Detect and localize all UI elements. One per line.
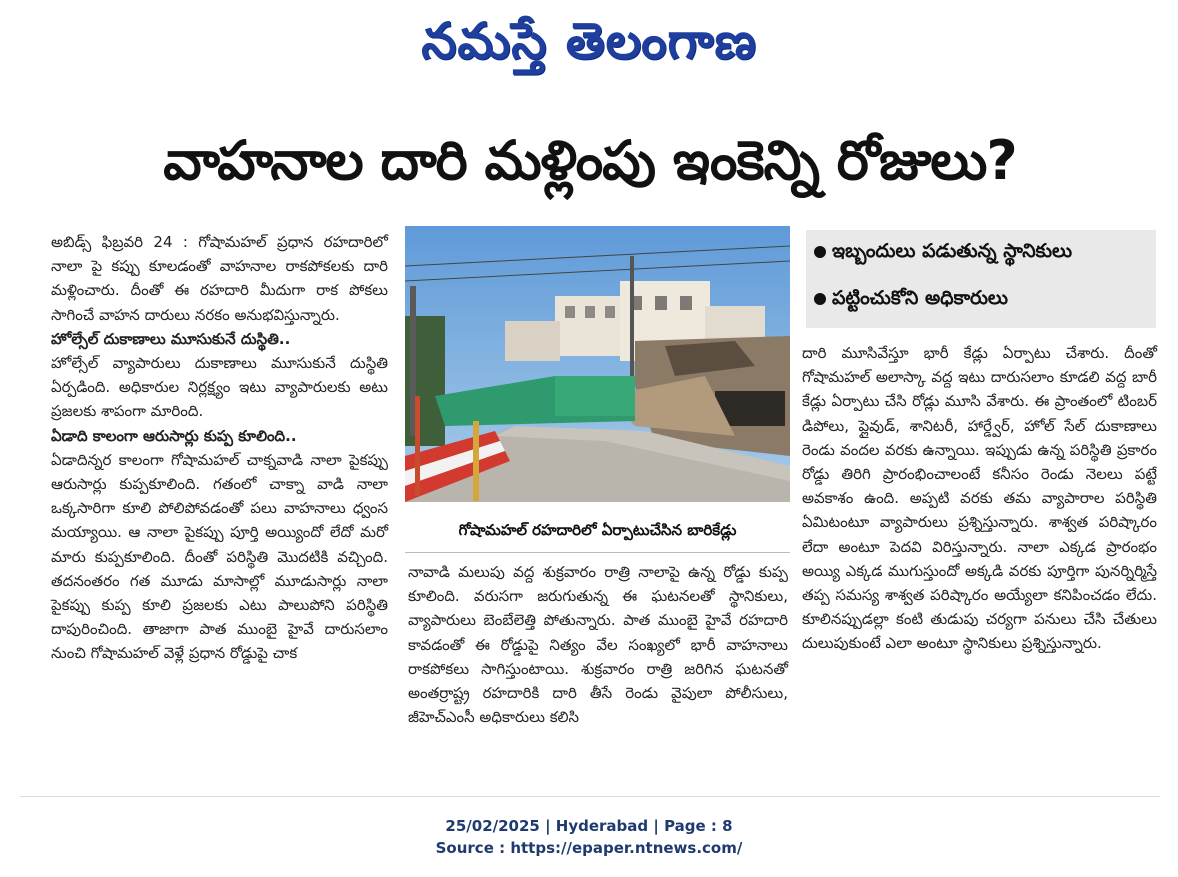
masthead-title: నమస్తే తెలంగాణ (421, 12, 757, 70)
column1-subheading-2: ఏడాది కాలంగా ఆరుసార్లు కుప్ప కూలింది.. (51, 426, 297, 445)
column1-paragraph-2: హోల్సేల్ వ్యాపారులు దుకాణాలు మూసుకునే దుస్థితి ఏర్పడింది. అధికారుల నిర్లక్ష్యం ఇటు వ్యాపారులకు అటు ప్రజలకు శాపంగా మారింది. (51, 354, 388, 421)
article-column-1 (23, 230, 388, 666)
bullet-icon (814, 246, 826, 258)
edition-info: 25/02/2025 | Hyderabad | Page : 8 (445, 817, 733, 835)
article-column-2 (408, 560, 788, 729)
headline-text: వాహనాల దారి మళ్లింపు ఇంకెన్ని రోజులు? (163, 129, 1017, 192)
highlight-item-1 (814, 240, 1072, 267)
article-headline (20, 122, 1160, 200)
bullet-icon (814, 293, 826, 305)
column1-subheading-1: హోల్సేల్ దుకాణాలు మూసుకునే దుస్థితి.. (51, 329, 291, 348)
highlight-text-1: ఇబ్బందులు పడుతున్న స్థానికులు (832, 240, 1073, 262)
article-column-3 (802, 341, 1157, 656)
newspaper-masthead (0, 8, 1178, 74)
column1-paragraph-3: ఏడాదిన్నర కాలంగా గోషామహల్ చాక్నవాడి నాలా పైకప్పు ఆరుసార్లు కుప్పకూలింది. గతంలో చాక్నా వాడి నాలా ఒక్కసారిగా కూలి పోలిపోవడంతో పలు వాహనాలు ధ్వంస మయ్యాయి. ఆ నాలా పైకప్పు పూర్తి అయ్యిందో లేదో మరో మారు కుప్పకూలింది. దీంతో పరిస్థితి మొదటికి వచ్చింది. తదనంతరం గత మూడు మాసాల్లో మూడుసార్లు నాలా పైకప్పు కుప్ప కూలి ప్రజలకు ఎటు పాలుపోని పరిస్థితి దాపురించింది. తాజాగా పాత ముంబై హైవే దారుసలాం నుంచి గోషామహల్ వెళ్లే ప్రధాన రోడ్డుపై చాక (51, 450, 388, 663)
column1-paragraph-1: అబిడ్స్ ఫిబ్రవరి 24 : గోషామహల్ ప్రధాన రహదారిలో నాలా పై కప్పు కూలడంతో వాహనాల రాకపోకలకు దారి మళ్లించారు. దీంతో ఈ రహదారి మీదుగా రాక పోకలు సాగించే వాహన దారులు నరకం అనుభవిస్తున్నారు. (51, 233, 388, 324)
column2-paragraph-1: నావాడి మలుపు వద్ద శుక్రవారం రాత్రి నాలాపై ఉన్న రోడ్డు కుప్ప కూలింది. వరుసగా జరుగుతున్న ఈ ఘటనలతో స్థానికులు, వ్యాపారులు బెంబేలెత్తి పోతున్నారు. పాత ముంబై హైవే రహదారి కావడంతో ఈ రోడ్డుపై నిత్యం వేల సంఖ్యలో భారీ వాహనాలు రాకపోకలు సాగిస్తుంటాయి. శుక్రవారం రాత్రి జరిగిన ఘటనతో అంతర్రాష్ట్ర రహదారికి దారి తీసే రెండు వైపులా పోలీసులు, జీహెచ్ఎంసీ అధికారులు కలిసి (408, 563, 788, 727)
street-barricade-photo (405, 226, 790, 502)
photo-caption: గోషామహల్ రహదారిలో ఏర్పాటుచేసిన బారికేడ్లు (458, 521, 737, 539)
page-bottom-divider (20, 796, 1160, 797)
caption-divider (405, 552, 790, 553)
source-link[interactable]: Source : https://epaper.ntnews.com/ (435, 839, 743, 857)
column3-paragraph-1: దారి మూసివేస్తూ భారీ కేడ్లు ఏర్పాటు చేశారు. దీంతో గోషామహల్ అలాస్కా వద్ద ఇటు దారుసలాం కూడలి వద్ద బారీ కేడ్లు ఏర్పాటు చేసి రోడ్లు మూసి వేశారు. ఈ ప్రాంతంలో టింబర్ డిపోలు, ప్లైవుడ్, శానిటరీ, హార్డ్వేర్, హోల్ సేల్ దుకాణాలు రెండు వందల వరకు ఉన్నాయి. ఇప్పుడు ఉన్న పరిస్థితి ప్రకారం రోడ్డు తిరిగి ప్రారంభించాలంటే కనీసం రెండు నెలలు పట్టే అవకాశం ఉంది. అప్పటి వరకు తమ వ్యాపారాల పరిస్థితి ఏమిటంటూ వ్యాపారులు ప్రశ్నిస్తున్నారు. శాశ్వత పరిష్కారం లేదా అంటూ పెదవి విరిస్తున్నారు. నాలా ఎక్కడ ప్రారంభం అయ్యి ఎక్కడ ముగుస్తుందో అక్కడి వరకు పూర్తిగా పునర్నిర్మిస్తే తప్ప సమస్య శాశ్వత పరిష్కారం అయ్యేలా కనిపించడం లేదు. కూలినప్పుడల్లా కంటి తుడుపు చర్యగా పనులు చేసి చేతులు దులుపుకుంటే ఎలా అంటూ స్థానికులు ప్రశ్నిస్తున్నారు. (802, 344, 1157, 653)
news-photo (405, 226, 790, 502)
highlight-item-2 (814, 287, 1008, 314)
highlight-text-2: పట్టించుకోని అధికారులు (832, 287, 1008, 309)
highlights-box (806, 230, 1156, 328)
